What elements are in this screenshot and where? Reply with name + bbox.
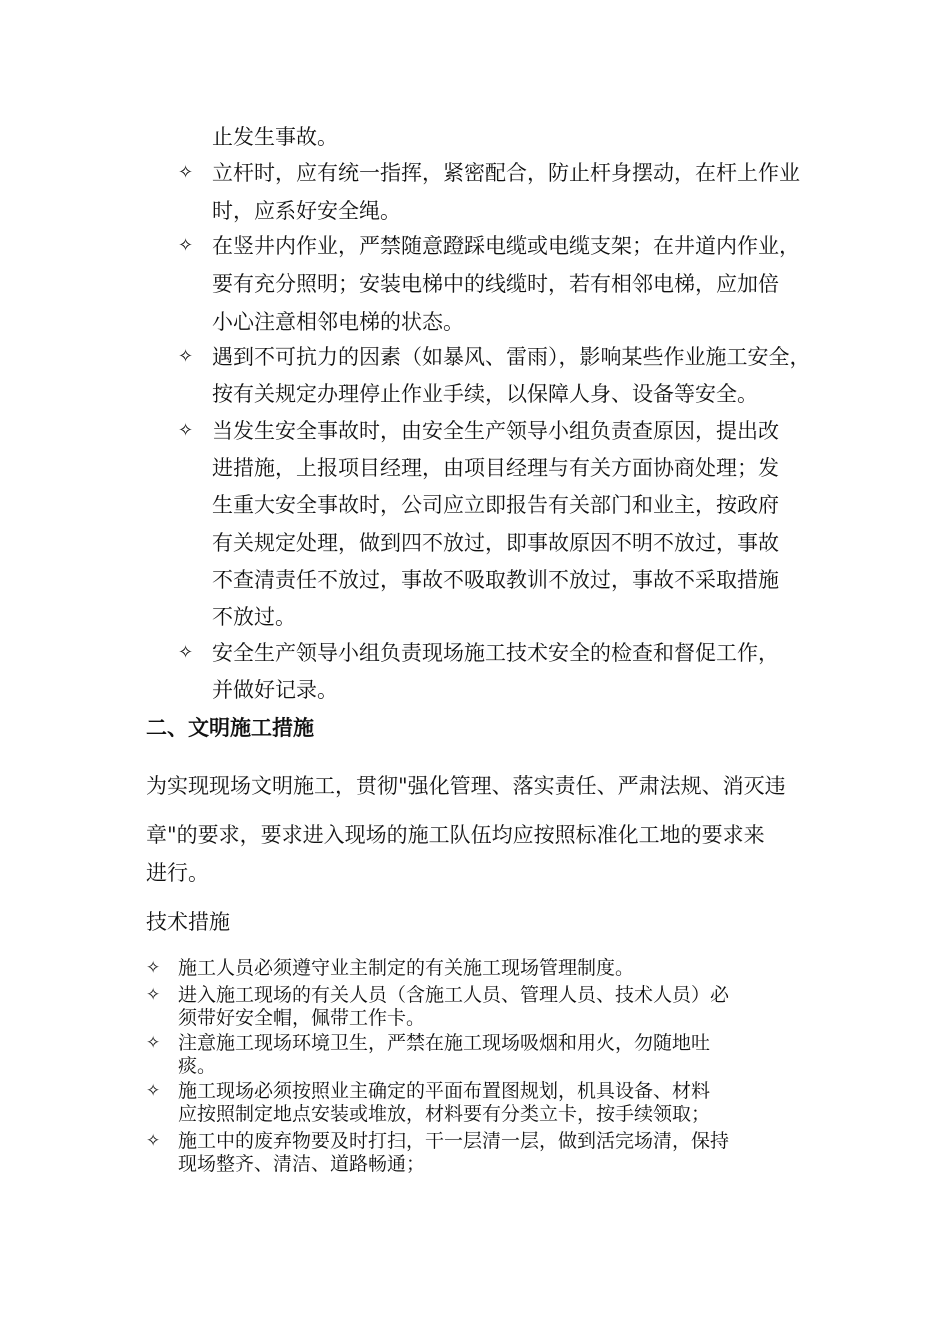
list-item-line: 应按照制定地点安装或堆放，材料要有分类立卡，按手续领取； <box>178 1103 711 1125</box>
list-item-line: 施工人员必须遵守业主制定的有关施工现场管理制度。 <box>178 957 635 979</box>
list-item-line: 要有充分照明；安装电梯中的线缆时，若有相邻电梯，应加倍 <box>212 272 779 296</box>
list-item-line: 小心注意相邻电梯的状态。 <box>212 310 464 334</box>
bullet-diamond-icon: ✧ <box>178 346 194 367</box>
list-item-line: 痰。 <box>178 1055 217 1077</box>
list-item-line: 遇到不可抗力的因素（如暴风、雷雨），影响某些作业施工安全， <box>212 345 811 369</box>
list-item-line: 并做好记录。 <box>212 678 338 702</box>
paragraph-line: 章"的要求，要求进入现场的施工队伍均应按照标准化工地的要求来 <box>146 823 765 847</box>
list-item-line: 注意施工现场环境卫生，严禁在施工现场吸烟和用火，勿随地吐 <box>178 1032 711 1054</box>
list-item-line: 按有关规定办理停止作业手续，以保障人身、设备等安全。 <box>212 382 758 406</box>
list-item-line: 时，应系好安全绳。 <box>212 199 401 223</box>
bullet-diamond-icon: ✧ <box>146 1033 161 1053</box>
list-item-line: 施工现场必须按照业主确定的平面布置图规划，机具设备、材料 <box>178 1080 711 1102</box>
list-item-line: 进入施工现场的有关人员（含施工人员、管理人员、技术人员）必 <box>178 984 730 1006</box>
bullet-diamond-icon: ✧ <box>146 1081 161 1101</box>
list-item-line: 安全生产领导小组负责现场施工技术安全的检查和督促工作， <box>212 641 779 665</box>
bullet-diamond-icon: ✧ <box>178 642 194 663</box>
list-item-line: 不放过。 <box>212 605 296 629</box>
bullet-diamond-icon: ✧ <box>178 162 194 183</box>
list-item-line: 止发生事故。 <box>212 125 338 149</box>
bullet-diamond-icon: ✧ <box>146 958 161 978</box>
list-item-line: 须带好安全帽，佩带工作卡。 <box>178 1007 426 1029</box>
bullet-diamond-icon: ✧ <box>178 235 194 256</box>
bullet-diamond-icon: ✧ <box>146 1131 161 1151</box>
list-item-line: 在竖井内作业，严禁随意蹬踩电缆或电缆支架；在井道内作业， <box>212 234 800 258</box>
subheading: 技术措施 <box>146 910 230 934</box>
list-item-line: 立杆时，应有统一指挥，紧密配合，防止杆身摆动，在杆上作业 <box>212 161 800 185</box>
paragraph-line: 为实现现场文明施工，贯彻"强化管理、落实责任、严肃法规、消灭违 <box>146 774 786 798</box>
list-item-line: 生重大安全事故时，公司应立即报告有关部门和业主，按政府 <box>212 493 779 517</box>
list-item-line: 有关规定处理，做到四不放过，即事故原因不明不放过，事故 <box>212 531 779 555</box>
list-item-line: 不查清责任不放过，事故不吸取教训不放过，事故不采取措施 <box>212 568 779 592</box>
list-item-line: 进措施，上报项目经理，由项目经理与有关方面协商处理；发 <box>212 456 779 480</box>
list-item-line: 现场整齐、清洁、道路畅通； <box>178 1153 426 1175</box>
paragraph-line: 进行。 <box>146 861 209 885</box>
section-heading: 二、文明施工措施 <box>146 716 314 740</box>
bullet-diamond-icon: ✧ <box>178 420 194 441</box>
list-item-line: 当发生安全事故时，由安全生产领导小组负责查原因，提出改 <box>212 419 779 443</box>
bullet-diamond-icon: ✧ <box>146 985 161 1005</box>
list-item-line: 施工中的废弃物要及时打扫，干一层清一层，做到活完场清，保持 <box>178 1130 730 1152</box>
